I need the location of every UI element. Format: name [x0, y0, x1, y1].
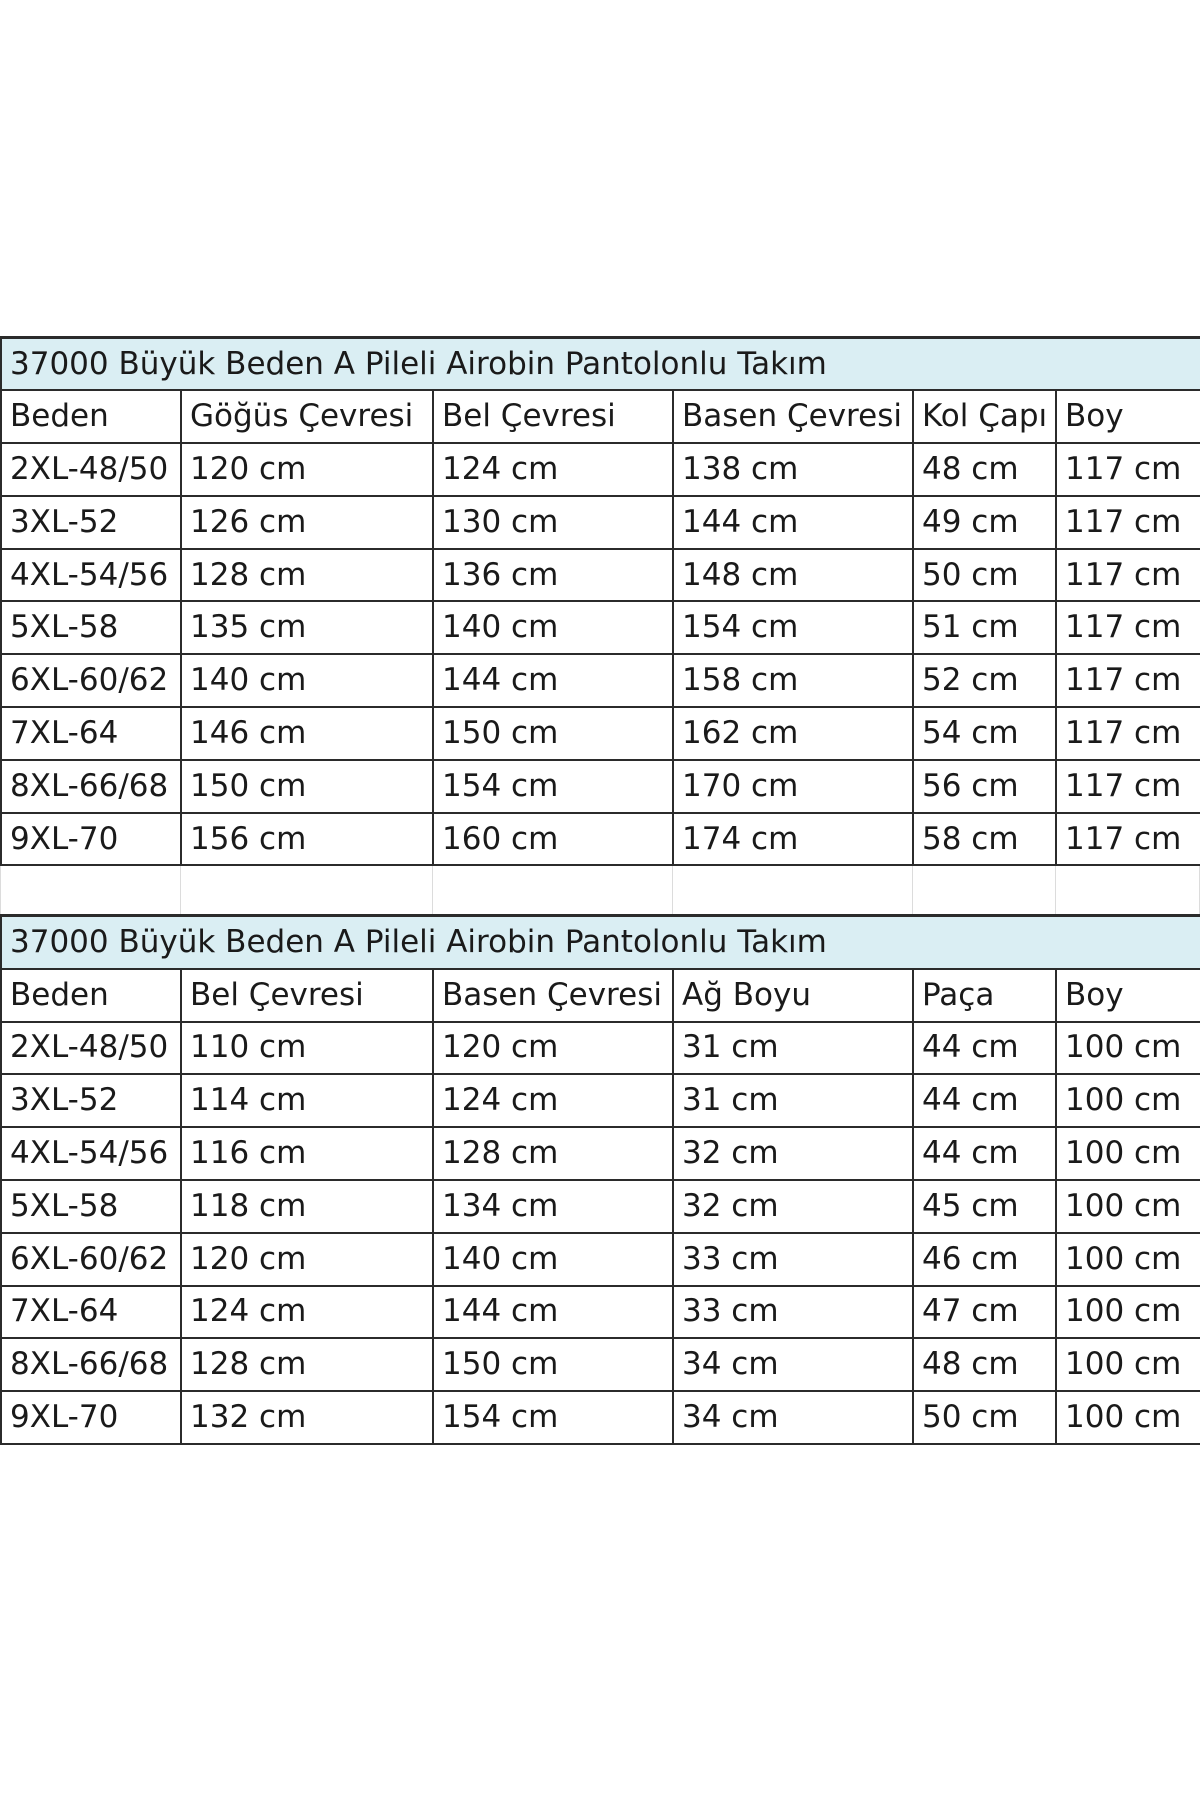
- table-cell: 150 cm: [433, 707, 673, 760]
- table-cell: 116 cm: [181, 1127, 433, 1180]
- table-cell: 117 cm: [1056, 654, 1200, 707]
- table-cell: 3XL-52: [1, 1074, 181, 1127]
- table-cell: 100 cm: [1056, 1022, 1200, 1075]
- table-cell: 32 cm: [673, 1180, 913, 1233]
- table-cell: 100 cm: [1056, 1338, 1200, 1391]
- table-cell: 140 cm: [433, 601, 673, 654]
- table-cell: 150 cm: [181, 760, 433, 813]
- table-title-row: [1, 916, 1200, 969]
- table-cell: 49 cm: [913, 496, 1056, 549]
- table-row: [1, 1180, 1200, 1233]
- table-cell: 100 cm: [1056, 1074, 1200, 1127]
- table-cell: 162 cm: [673, 707, 913, 760]
- table-cell: 134 cm: [433, 1180, 673, 1233]
- table-cell: 2XL-48/50: [1, 1022, 181, 1075]
- table-cell: 128 cm: [433, 1127, 673, 1180]
- table-cell: 5XL-58: [1, 601, 181, 654]
- table-cell: 144 cm: [673, 496, 913, 549]
- table-cell: 7XL-64: [1, 1286, 181, 1339]
- table-cell: 117 cm: [1056, 496, 1200, 549]
- table-cell: 58 cm: [913, 813, 1056, 866]
- table-cell: 4XL-54/56: [1, 549, 181, 602]
- table-cell: 33 cm: [673, 1286, 913, 1339]
- table-cell: 140 cm: [181, 654, 433, 707]
- table-cell: 2XL-48/50: [1, 443, 181, 496]
- table-row: [1, 813, 1200, 866]
- table-cell: 50 cm: [913, 1391, 1056, 1444]
- column-header: Paça: [913, 969, 1056, 1022]
- table-cell: 8XL-66/68: [1, 1338, 181, 1391]
- table-cell: 47 cm: [913, 1286, 1056, 1339]
- table-cell: 45 cm: [913, 1180, 1056, 1233]
- column-header: Beden: [1, 390, 181, 443]
- table-cell: 124 cm: [181, 1286, 433, 1339]
- table-cell: 32 cm: [673, 1127, 913, 1180]
- table-cell: 3XL-52: [1, 496, 181, 549]
- table-cell: 9XL-70: [1, 813, 181, 866]
- table-cell: 33 cm: [673, 1233, 913, 1286]
- table-cell: 100 cm: [1056, 1127, 1200, 1180]
- empty-cell: [673, 866, 913, 914]
- table-cell: 54 cm: [913, 707, 1056, 760]
- table-cell: 138 cm: [673, 443, 913, 496]
- table-title: 37000 Büyük Beden A Pileli Airobin Pantolonlu Takım: [1, 338, 1200, 391]
- column-header: Ağ Boyu: [673, 969, 913, 1022]
- column-header: Göğüs Çevresi: [181, 390, 433, 443]
- table-cell: 124 cm: [433, 1074, 673, 1127]
- table-row: [1, 654, 1200, 707]
- column-header: Kol Çapı: [913, 390, 1056, 443]
- table-cell: 117 cm: [1056, 813, 1200, 866]
- table-row: [1, 1286, 1200, 1339]
- table-cell: 144 cm: [433, 1286, 673, 1339]
- column-header: Beden: [1, 969, 181, 1022]
- empty-cell: [913, 866, 1056, 914]
- table-row: [1, 1022, 1200, 1075]
- table-cell: 44 cm: [913, 1074, 1056, 1127]
- table-row: [1, 601, 1200, 654]
- table-cell: 114 cm: [181, 1074, 433, 1127]
- table-cell: 52 cm: [913, 654, 1056, 707]
- table-cell: 128 cm: [181, 549, 433, 602]
- table-cell: 118 cm: [181, 1180, 433, 1233]
- table-title: 37000 Büyük Beden A Pileli Airobin Pantolonlu Takım: [1, 916, 1200, 969]
- table-cell: 46 cm: [913, 1233, 1056, 1286]
- column-header: Boy: [1056, 969, 1200, 1022]
- table-cell: 4XL-54/56: [1, 1127, 181, 1180]
- table-cell: 31 cm: [673, 1074, 913, 1127]
- table-cell: 150 cm: [433, 1338, 673, 1391]
- table-cell: 130 cm: [433, 496, 673, 549]
- table-cell: 135 cm: [181, 601, 433, 654]
- table-cell: 117 cm: [1056, 549, 1200, 602]
- table-row: [1, 443, 1200, 496]
- table-cell: 51 cm: [913, 601, 1056, 654]
- table-cell: 146 cm: [181, 707, 433, 760]
- table-cell: 56 cm: [913, 760, 1056, 813]
- empty-cell: [1056, 866, 1200, 914]
- column-header: Basen Çevresi: [673, 390, 913, 443]
- table-cell: 7XL-64: [1, 707, 181, 760]
- table-cell: 48 cm: [913, 443, 1056, 496]
- table-cell: 31 cm: [673, 1022, 913, 1075]
- column-header: Basen Çevresi: [433, 969, 673, 1022]
- table-cell: 50 cm: [913, 549, 1056, 602]
- table-row: [1, 549, 1200, 602]
- table-cell: 158 cm: [673, 654, 913, 707]
- table-cell: 5XL-58: [1, 1180, 181, 1233]
- table-row: [1, 760, 1200, 813]
- table-cell: 100 cm: [1056, 1180, 1200, 1233]
- table-cell: 170 cm: [673, 760, 913, 813]
- empty-row: [0, 866, 1200, 914]
- table-row: [1, 1233, 1200, 1286]
- table-cell: 117 cm: [1056, 707, 1200, 760]
- table-cell: 126 cm: [181, 496, 433, 549]
- table-cell: 100 cm: [1056, 1391, 1200, 1444]
- column-header: Boy: [1056, 390, 1200, 443]
- table-cell: 34 cm: [673, 1391, 913, 1444]
- table-cell: 136 cm: [433, 549, 673, 602]
- table-cell: 117 cm: [1056, 601, 1200, 654]
- table-cell: 44 cm: [913, 1127, 1056, 1180]
- table-row: [1, 1338, 1200, 1391]
- table-title-row: [1, 338, 1200, 391]
- table-cell: 124 cm: [433, 443, 673, 496]
- table-cell: 100 cm: [1056, 1233, 1200, 1286]
- table-row: [1, 1127, 1200, 1180]
- table-header-row: [1, 969, 1200, 1022]
- table-cell: 144 cm: [433, 654, 673, 707]
- table-header-row: [1, 390, 1200, 443]
- table-cell: 117 cm: [1056, 443, 1200, 496]
- size-table-bottom: [0, 914, 1200, 1444]
- table-cell: 154 cm: [433, 1391, 673, 1444]
- table-cell: 160 cm: [433, 813, 673, 866]
- table-cell: 120 cm: [433, 1022, 673, 1075]
- table-row: [1, 1391, 1200, 1444]
- table-row: [1, 707, 1200, 760]
- table-cell: 156 cm: [181, 813, 433, 866]
- table-cell: 140 cm: [433, 1233, 673, 1286]
- table-cell: 120 cm: [181, 443, 433, 496]
- empty-cell: [181, 866, 433, 914]
- table-cell: 34 cm: [673, 1338, 913, 1391]
- table-cell: 120 cm: [181, 1233, 433, 1286]
- table-cell: 154 cm: [433, 760, 673, 813]
- table-cell: 48 cm: [913, 1338, 1056, 1391]
- table-cell: 6XL-60/62: [1, 1233, 181, 1286]
- table-row: [1, 496, 1200, 549]
- table-cell: 8XL-66/68: [1, 760, 181, 813]
- table-cell: 117 cm: [1056, 760, 1200, 813]
- table-cell: 100 cm: [1056, 1286, 1200, 1339]
- table-cell: 174 cm: [673, 813, 913, 866]
- empty-cell: [1, 866, 181, 914]
- column-header: Bel Çevresi: [181, 969, 433, 1022]
- size-chart-sheet: [0, 336, 1200, 1445]
- column-header: Bel Çevresi: [433, 390, 673, 443]
- size-table-top: [0, 336, 1200, 866]
- table-cell: 154 cm: [673, 601, 913, 654]
- table-cell: 6XL-60/62: [1, 654, 181, 707]
- table-cell: 128 cm: [181, 1338, 433, 1391]
- table-row: [1, 1074, 1200, 1127]
- table-cell: 148 cm: [673, 549, 913, 602]
- table-cell: 110 cm: [181, 1022, 433, 1075]
- empty-cell: [433, 866, 673, 914]
- table-cell: 9XL-70: [1, 1391, 181, 1444]
- table-cell: 44 cm: [913, 1022, 1056, 1075]
- table-cell: 132 cm: [181, 1391, 433, 1444]
